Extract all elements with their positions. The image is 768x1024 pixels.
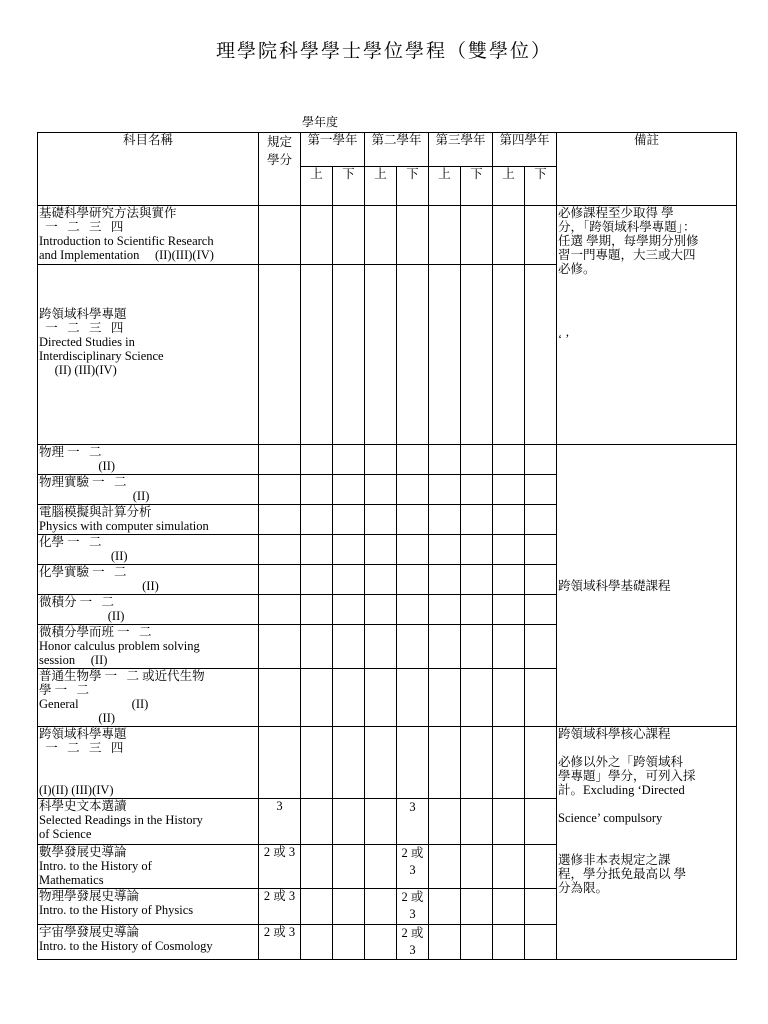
semester-cell [461,475,493,505]
header-year-1: 第一學年 [301,133,365,167]
semester-cell [301,799,333,845]
semester-cell [333,845,365,889]
semester-cell [525,565,557,595]
semester-cell [429,727,461,799]
course-name-cell [38,206,259,265]
course-name-line [39,265,257,279]
remark-line: 分，「跨領域科學專題」： [558,220,696,234]
semester-cell [493,445,525,475]
semester-cell [333,535,365,565]
semester-cell [365,445,397,475]
semester-cell [365,669,397,727]
credits-cell [259,727,301,799]
semester-cell [493,625,525,669]
semester-cell [333,595,365,625]
semester-cell [333,727,365,799]
semester-cell [493,565,525,595]
course-name-line [39,769,257,783]
semester-cell [333,889,365,925]
course-name-line: 物理 一 二 [39,445,102,459]
credits-cell [259,535,301,565]
remark-line: 跨領域科學核心課程 [558,727,671,741]
semester-cell [365,565,397,595]
course-name-line: Honor calculus problem solving [39,639,200,653]
course-name-line: (II) [39,489,150,503]
remark-line: 必修。 [558,262,596,276]
remark-line: ‘ ’ [558,332,570,346]
credits-cell [259,206,301,265]
semester-cell [333,799,365,845]
course-name-line: (II) [39,549,128,563]
header-y2-up: 上 [365,167,397,206]
semester-cell [525,265,557,445]
semester-cell [525,925,557,960]
semester-cell [333,925,365,960]
course-name-line: Intro. to the History of [39,859,152,873]
remark-line: 任選 學期，每學期分別修 [558,234,699,248]
course-name-line: 宇宙學發展史導論 [39,925,140,939]
remarks-block3 [557,727,737,960]
semester-cell [493,265,525,445]
course-name-line: Interdisciplinary Science [39,349,164,363]
y2-down-credits-cell [397,535,429,565]
remark-line: 程，學分抵免最高以 學 [558,867,687,881]
course-name-line: and Implementation (II)(III)(IV) [39,248,214,262]
course-name-cell [38,925,259,960]
remark-line [558,741,735,755]
course-name-cell [38,475,259,505]
semester-cell [461,845,493,889]
semester-cell [429,925,461,960]
course-name-line: 化學實驗 一 二 [39,565,127,579]
semester-cell [461,625,493,669]
semester-cell [493,925,525,960]
course-name-cell [38,669,259,727]
y2-down-credits-cell [397,265,429,445]
remarks-block2 [557,445,737,727]
course-name-cell [38,535,259,565]
course-name-line: (I)(II) (III)(IV) [39,783,114,797]
remark-line: 計。Excluding ‘Directed [558,783,685,797]
semester-cell [429,595,461,625]
credits-cell [259,565,301,595]
credits-cell [259,475,301,505]
semester-cell [525,727,557,799]
semester-cell [365,505,397,535]
curriculum-table [37,132,737,960]
y2-down-credits-cell [397,565,429,595]
course-name-line: 一 二 三 四 [39,741,124,755]
course-name-line: 一 二 三 四 [39,321,124,335]
course-name-line: 微積分 一 二 [39,595,115,609]
semester-cell [461,925,493,960]
remark-line: Science’ compulsory [558,811,663,825]
semester-cell [429,625,461,669]
page-title: 理學院科學學士學位學程（雙學位） [215,40,552,62]
semester-cell [461,535,493,565]
header-course-name: 科目名稱 [38,133,259,206]
y2-down-credits-cell [397,475,429,505]
course-name-cell [38,845,259,889]
semester-cell [301,669,333,727]
course-name-cell [38,595,259,625]
semester-cell [365,475,397,505]
remark-line: 習一門專題，大三或大四 [558,248,696,262]
course-name-cell [38,445,259,475]
course-name-cell [38,265,259,445]
semester-cell [429,265,461,445]
semester-cell [525,845,557,889]
remark-line: 跨領域科學基礎課程 [558,578,671,593]
semester-cell [429,799,461,845]
course-name-line: session (II) [39,653,108,667]
semester-cell [493,535,525,565]
table-row [38,206,737,265]
semester-cell [301,889,333,925]
semester-cell [493,727,525,799]
semester-cell [525,669,557,727]
course-name-cell [38,727,259,799]
course-name-line: Directed Studies in [39,335,135,349]
semester-cell [333,475,365,505]
semester-cell [525,445,557,475]
course-name-line: 物理實驗 一 二 [39,475,127,489]
header-y1-up: 上 [301,167,333,206]
course-name-line: 電腦模擬與計算分析 [39,505,152,519]
semester-cell [301,475,333,505]
course-name-line: 學 一 二 [39,683,90,697]
semester-cell [365,727,397,799]
y2-down-credits-cell [397,727,429,799]
semester-cell [461,889,493,925]
semester-cell [493,669,525,727]
course-name-line: Intro. to the History of Cosmology [39,939,213,953]
remark-line: 分為限。 [558,881,609,895]
credits-cell [259,265,301,445]
semester-cell [493,845,525,889]
remark-line: 選修非本表規定之課 [558,853,671,867]
y2-down-credits-cell [397,445,429,475]
course-name-line: Mathematics [39,873,104,887]
header-y3-up: 上 [429,167,461,206]
course-name-line: (II) [39,579,159,593]
semester-cell [493,595,525,625]
semester-cell [429,845,461,889]
semester-cell [333,505,365,535]
semester-cell [301,265,333,445]
semester-cell [461,595,493,625]
table-row [38,445,737,475]
course-name-line: 科學史文本選讀 [39,799,127,813]
academic-year-label: 學年度 [302,115,339,129]
remark-line [558,825,735,839]
semester-cell [429,505,461,535]
credits-cell [259,595,301,625]
semester-cell [365,595,397,625]
credits-cell [259,445,301,475]
semester-cell [301,565,333,595]
semester-cell [461,505,493,535]
header-year-2: 第二學年 [365,133,429,167]
semester-cell [525,799,557,845]
semester-cell [301,727,333,799]
semester-cell [301,535,333,565]
semester-cell [365,265,397,445]
semester-cell [525,889,557,925]
semester-cell [429,565,461,595]
semester-cell [461,727,493,799]
course-name-line [39,755,257,769]
course-name-line: 數學發展史導論 [39,845,127,859]
semester-cell [493,889,525,925]
semester-cell [333,625,365,669]
semester-cell [461,206,493,265]
semester-cell [301,206,333,265]
semester-cell [429,889,461,925]
credits-cell: 2 或 3 [259,845,301,889]
course-name-line [39,279,257,293]
credits-cell: 2 或 3 [259,889,301,925]
remark-line [558,318,735,332]
course-name-line: (II) [39,459,116,473]
remark-line [558,839,735,853]
semester-cell [461,799,493,845]
semester-cell [525,206,557,265]
credits-cell [259,669,301,727]
remarks-block1 [557,206,737,445]
semester-cell [365,799,397,845]
header-year-3: 第三學年 [429,133,493,167]
semester-cell [365,925,397,960]
course-name-cell [38,565,259,595]
semester-cell [493,206,525,265]
course-name-line: 基礎科學研究方法與實作 [39,206,177,220]
semester-cell [525,625,557,669]
semester-cell [525,535,557,565]
semester-cell [493,799,525,845]
course-name-line: Physics with computer simulation [39,519,209,533]
semester-cell [461,565,493,595]
course-name-line: 跨領域科學專題 [39,307,127,321]
header-y4-up: 上 [493,167,525,206]
course-name-cell [38,505,259,535]
header-y3-down: 下 [461,167,493,206]
semester-cell [429,475,461,505]
header-year-4: 第四學年 [493,133,557,167]
semester-cell [461,265,493,445]
y2-down-credits-cell [397,595,429,625]
y2-down-credits-cell [397,669,429,727]
semester-cell [301,595,333,625]
y2-down-credits-cell [397,206,429,265]
y2-down-credits-cell: 2 或 3 [397,845,429,889]
credits-cell [259,505,301,535]
course-name-line: 物理學發展史導論 [39,889,140,903]
semester-cell [333,265,365,445]
course-name-line: Intro. to the History of Physics [39,903,194,917]
semester-cell [429,445,461,475]
course-name-line: Selected Readings in the History [39,813,203,827]
remark-line [558,797,735,811]
course-name-line: 跨領域科學專題 [39,727,127,741]
course-name-line: Introduction to Scientific Research [39,234,214,248]
remark-line [558,290,735,304]
remark-line: 學專題」學分，可列入採 [558,769,696,783]
header-y2-down: 下 [397,167,429,206]
remark-line [558,276,735,290]
semester-cell [365,889,397,925]
semester-cell [429,535,461,565]
course-name-cell [38,799,259,845]
semester-cell [365,625,397,669]
credits-cell: 3 [259,799,301,845]
course-name-line: of Science [39,827,92,841]
semester-cell [365,206,397,265]
course-name-line: 一 二 三 四 [39,220,124,234]
header-credits: 規定學分 [259,133,301,206]
remark-line: 必修以外之「跨領域科 [558,755,684,769]
semester-cell [301,845,333,889]
course-name-cell [38,889,259,925]
y2-down-credits-cell: 2 或 3 [397,925,429,960]
semester-cell [333,669,365,727]
y2-down-credits-cell [397,505,429,535]
semester-cell [525,475,557,505]
course-name-line: (II) [39,609,125,623]
remark-line: 必修課程至少取得 學 [558,206,674,220]
course-name-line: (II) (III)(IV) [39,363,117,377]
semester-cell [429,669,461,727]
semester-cell [525,505,557,535]
header-y4-down: 下 [525,167,557,206]
semester-cell [301,925,333,960]
header-y1-down: 下 [333,167,365,206]
credits-cell: 2 或 3 [259,925,301,960]
semester-cell [365,535,397,565]
semester-cell [429,206,461,265]
semester-cell [493,475,525,505]
y2-down-credits-cell [397,625,429,669]
course-name-line: 微積分學而班 一 二 [39,625,152,639]
semester-cell [365,845,397,889]
table-row [38,727,737,799]
semester-cell [493,505,525,535]
course-name-line [39,293,257,307]
header-remarks: 備註 [557,133,737,206]
course-name-line: 普通生物學 一 二 或近代生物 [39,669,205,683]
semester-cell [333,565,365,595]
semester-cell [461,445,493,475]
semester-cell [301,625,333,669]
semester-cell [333,445,365,475]
semester-cell [301,445,333,475]
semester-cell [301,505,333,535]
y2-down-credits-cell: 2 或 3 [397,889,429,925]
remark-line [558,304,735,318]
semester-cell [333,206,365,265]
y2-down-credits-cell: 3 [397,799,429,845]
course-name-line: (II) [39,711,116,725]
course-name-cell [38,625,259,669]
course-name-line: General (II) [39,697,149,711]
course-name-line: 化學 一 二 [39,535,102,549]
semester-cell [525,595,557,625]
semester-cell [461,669,493,727]
credits-cell [259,625,301,669]
